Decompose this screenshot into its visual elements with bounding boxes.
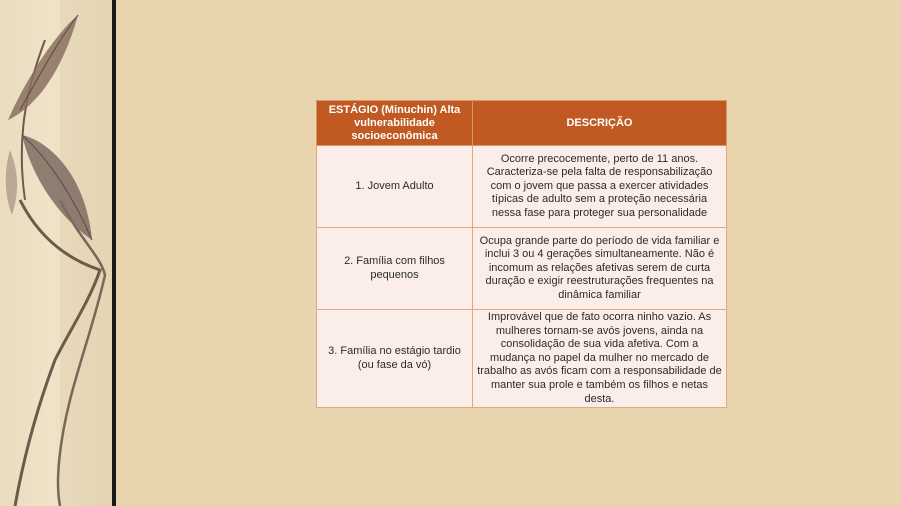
description-cell: Ocorre precocemente, perto de 11 anos. Caracteriza-se pela falta de responsabilização com o jovem que passa a exercer atividades típicas de adulto sem a proteção necessária nessa fase para proteger sua personalidade [473,146,727,228]
header-description: DESCRIÇÃO [473,101,727,146]
leaf-branch-illustration [0,0,112,506]
table-header-row [317,101,727,146]
description-cell: Ocupa grande parte do período de vida familiar e inclui 3 ou 4 gerações simultaneamente. Não é incomum as relações afetivas serem de curta duração e exigir reestruturações frequentes na dinâmica familiar [473,228,727,310]
table-row [317,310,727,408]
header-stage: ESTÁGIO (Minuchin) Alta vulnerabilidade socioeconômica [317,101,473,146]
minuchin-stages-table [316,100,726,408]
table-row [317,228,727,310]
table-row [317,146,727,228]
leaf-branch-icon [0,0,112,506]
stage-cell: 3. Família no estágio tardio (ou fase da vó) [317,310,473,408]
stage-cell: 1. Jovem Adulto [317,146,473,228]
stage-cell: 2. Família com filhos pequenos [317,228,473,310]
description-cell: Improvável que de fato ocorra ninho vazio. As mulheres tornam-se avós jovens, ainda na consolidação de sua vida afetiva. Com a mudança no papel da mulher no mercado de trabalho as avós ficam com a responsabilidade de manter sua prole e também os filhos e netas desta. [473,310,727,408]
vertical-divider [112,0,116,506]
